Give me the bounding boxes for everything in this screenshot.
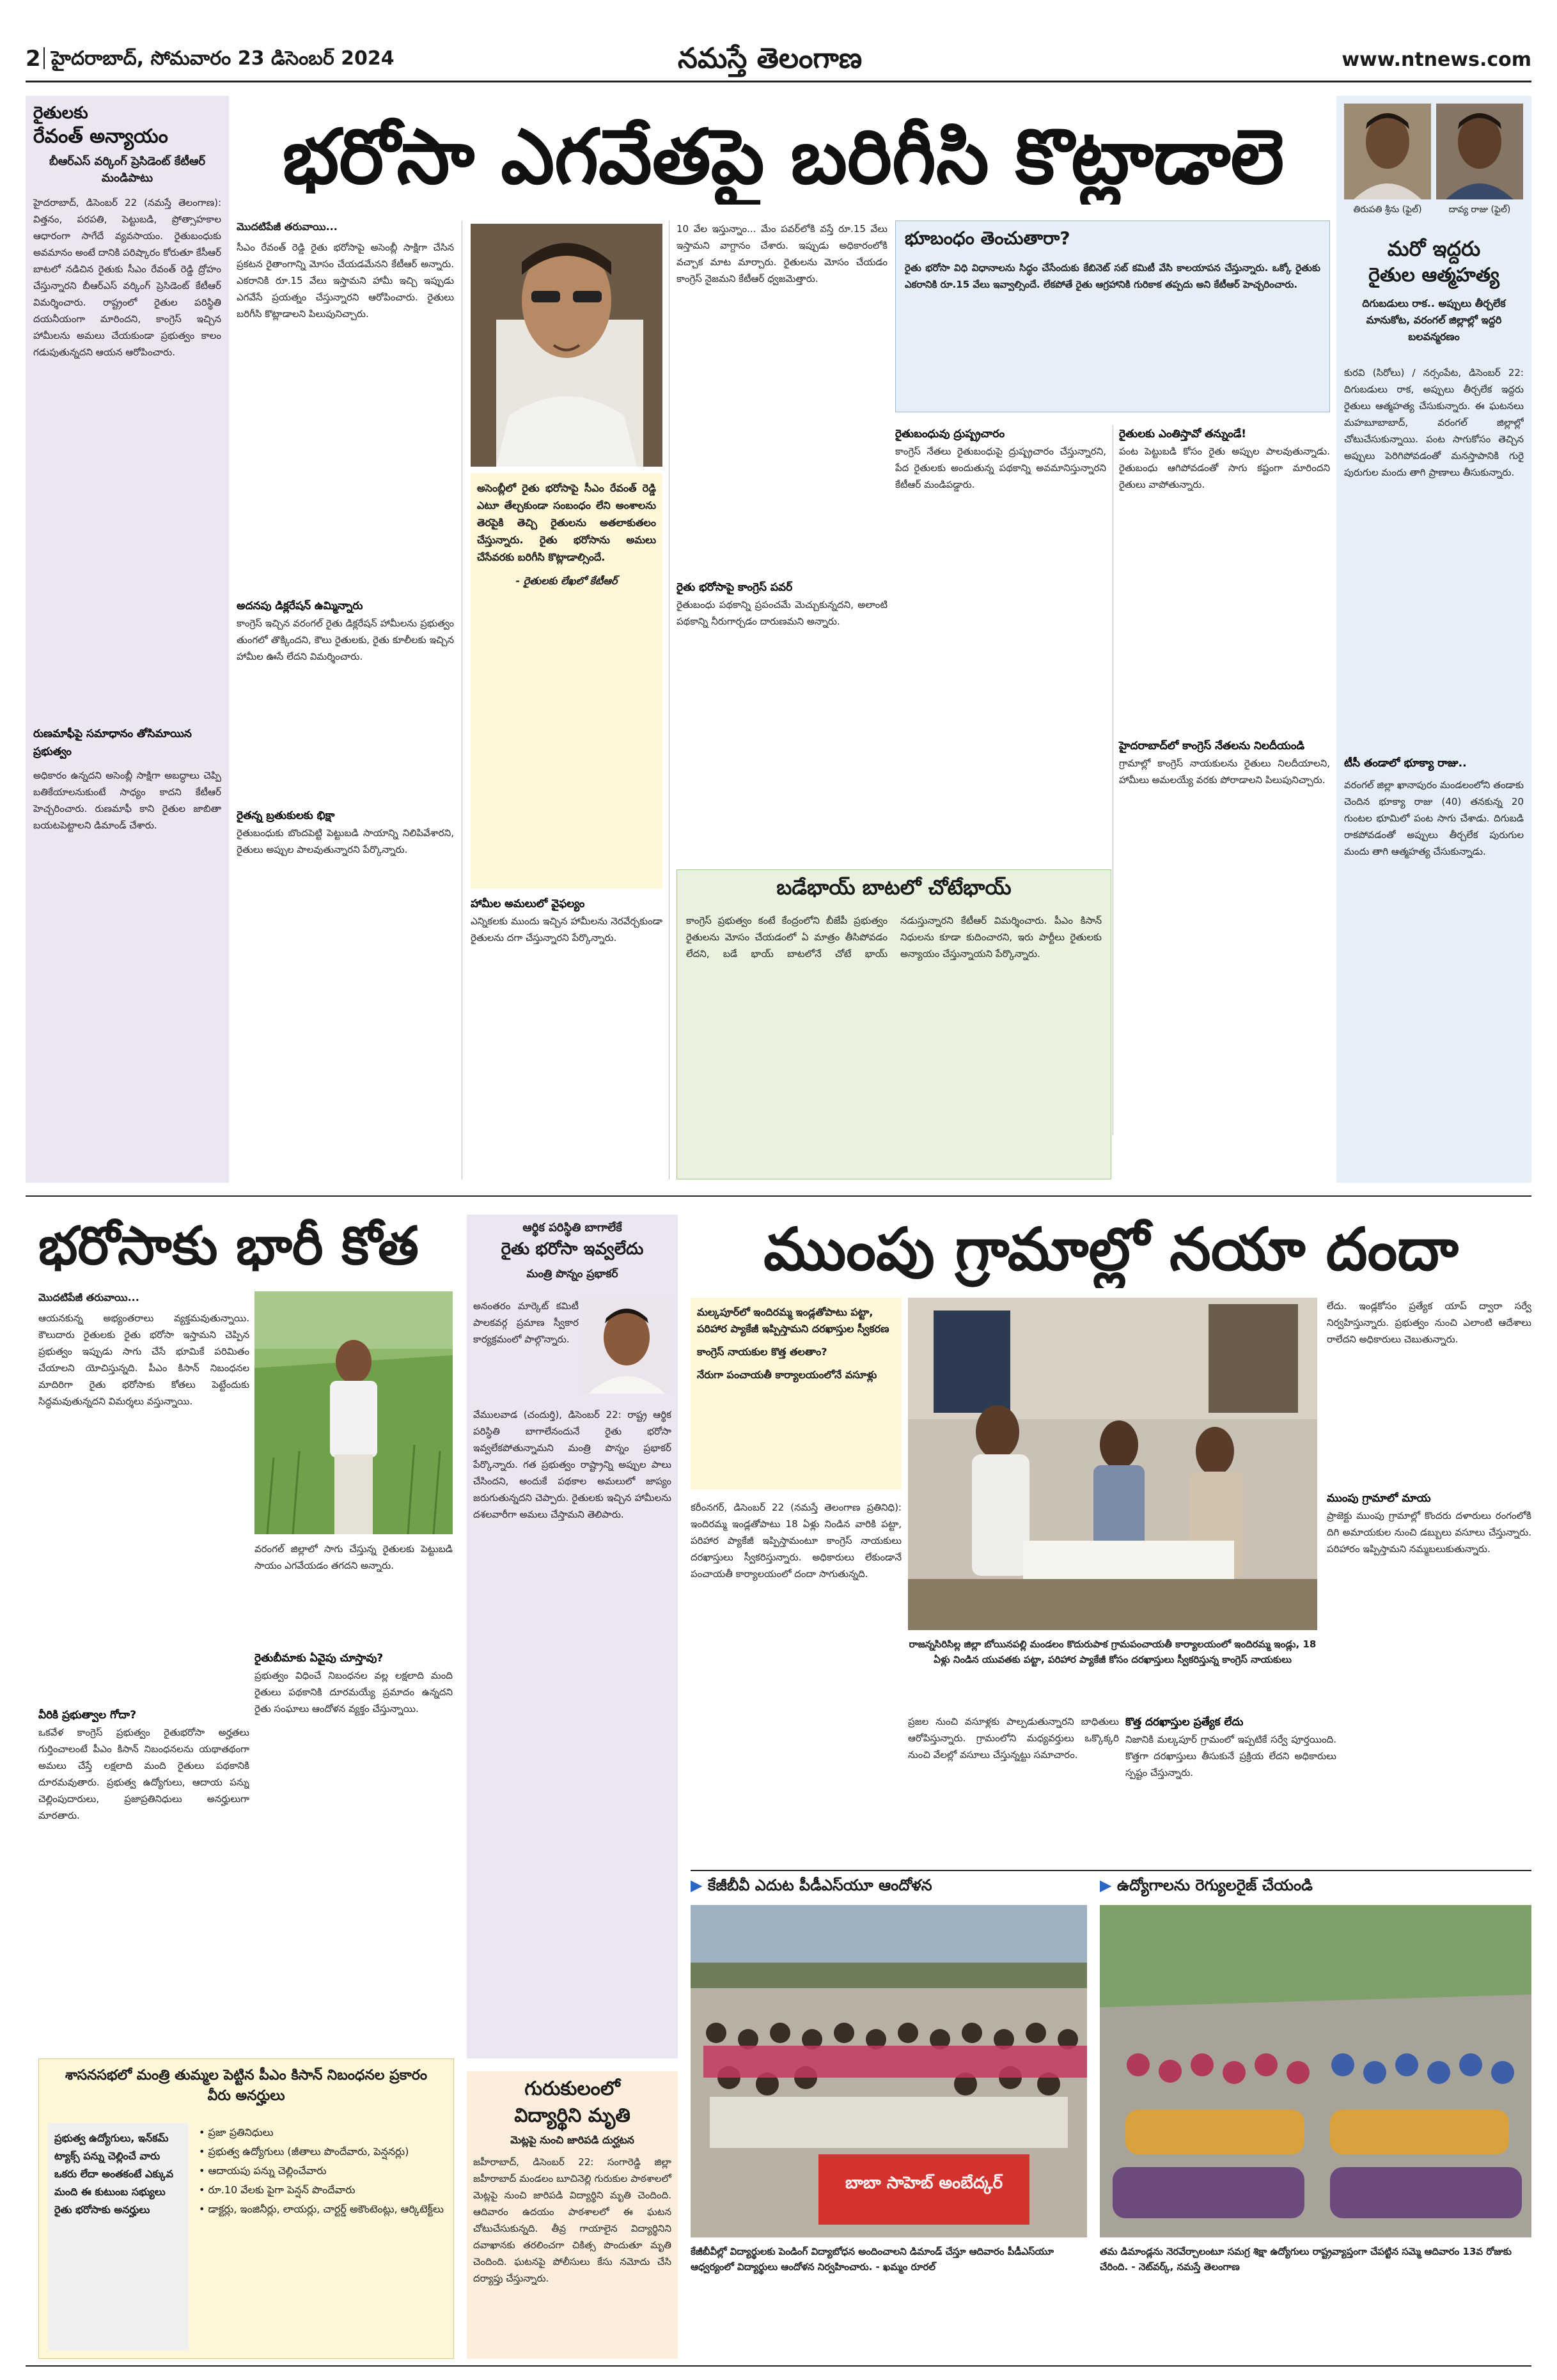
udyogalu-photo (1100, 1905, 1531, 2237)
mumpu-text-right-2: ప్రాజెక్టు ముంపు గ్రామాల్లో కొందరు దళారులు రంగంలోకి దిగి అమాయకుల నుంచి డబ్బులు వసూలు చేస్తున్నారు. పరిహారం ఇప్పిస్తామని నమ్మబలుకుతున్నారు. (1327, 1510, 1531, 1555)
band-rule (26, 1195, 1531, 1197)
bhubandham-sub-2: రైతుబంధువు ద్రుష్ప్రచారం (895, 428, 1005, 440)
kotha-col-2 (254, 1541, 453, 2046)
lead-col1-text: సీఎం రేవంత్ రెడ్డి రైతు భరోసాపై అసెంబ్లీ సాక్షిగా చేసిన ప్రకటన రైతాంగాన్ని మోసం చేయడమేనని కేటీఆర్ అన్నారు. ఎకరానికి రూ.15 వేలు ఇస్తామని హామీ ఇచ్చి ఇప్పుడు ఎగవేసే ప్రయత్నం చేస్తున్నారని ఆరోపించారు. రైతులు బరిగీసి కొట్లాడాలని పిలుపునిచ్చారు. (237, 242, 454, 320)
badebhai-title: బడేభాయ్ బాటలో చోటేభాయ్ (776, 875, 1012, 899)
lead-col3-text-b: రైతుబంధు పథకాన్ని ప్రపంచమే మెచ్చుకున్నదని, అలాంటి పథకాన్ని నీరుగార్చడం దారుణమని అన్నారు. (677, 599, 888, 627)
suicide-title-a: మరో ఇద్దరు (1387, 237, 1481, 261)
lead-subhead-1b: రైతన్న బ్రతుకులకు భిక్షా (237, 809, 335, 822)
gurukul-title-b: విద్యార్థిని మృతి (514, 2104, 630, 2127)
sidebar-text: హైదరాబాద్, డిసెంబర్ 22 (నమస్తే తెలంగాణ): విత్తనం, పరపతి, పెట్టుబడి, ప్రోత్సాహకాల ఆధారంగా సాగేదే వ్యవసాయం. రైతుబంధుకు అవమానం అంటే దానికి పరిష్కారం కోరుతూ కేసీఆర్ బాటలో నడిచిన రైతుకు సీఎం రేవంత్ రెడ్డి ద్రోహం చేస్తున్నారని బీఆర్ఎస్ వర్కింగ్ ప్రెసిడెంట్ కేటీఆర్ విమర్శించారు. రాష్ట్రంలో రైతుల పరిస్థితి దయనీయంగా మారిందని, కాంగ్రెస్ ఇచ్చిన హామీలను అమలు చేయకుండా ప్రభుత్వం కాలం గడుపుతున్నదని ఆయన ఆరోపించారు. (33, 197, 221, 358)
page-header (26, 42, 1531, 75)
lead-subhead-3: రైతు భరోసాపై కాంగ్రెస్ పవర్ (677, 581, 793, 594)
farmer-photo-2 (1436, 104, 1523, 199)
mumpu-deck-1: మల్కపూర్‌లో ఇందిరమ్మ ఇండ్లతోపాటు పట్టా, పరిహార ప్యాకేజీ ఇప్పిస్తామని దరఖాస్తుల స్వీకరణ (697, 1306, 889, 1335)
badebhai-box (677, 869, 1111, 1179)
kotha-text: ఆయనకున్న అభ్యంతరాలు వ్యక్తమవుతున్నాయి. కౌలుదారు రైతులకు రైతు భరోసా ఇస్తామని చెప్పిన ప్రభుత్వం ఇప్పుడు సాగు చేసే భూమికే పరిమితం చేయాలని యోచిస్తున్నది. పీఎం కిసాన్ నిబంధనల మాదిరిగా రైతు భరోసాకు కోతలు పెట్టేందుకు సిద్ధమవుతున్నదని విమర్శలు వస్తున్నాయి. (38, 1312, 249, 1407)
farmer-field-photo (254, 1291, 453, 1534)
thummala-box (38, 2058, 454, 2359)
masthead: నమస్తే తెలంగాణ (678, 42, 863, 75)
mumpu-text-mid-2: నిజానికి మల్కపూర్ గ్రామంలో ఇప్పటికే సర్వే పూర్తయింది. కొత్తగా దరఖాస్తులు తీసుకునే ప్రక్రియ లేదని అధికారులు స్పష్టం చేస్తున్నారు. (1125, 1734, 1336, 1778)
mumpu-text-left: కరీంనగర్, డిసెంబర్ 22 (నమస్తే తెలంగాణ ప్రతినిధి): ఇందిరమ్మ ఇండ్లతోపాటు 18 ఏళ్లు నిండిన వారికి పట్టా, పరిహార ప్యాకేజీ ఇప్పిస్తామంటూ కాంగ్రెస్ నాయకులు దరఖాస్తులు స్వీకరిస్తున్నారు. అధికారులు లేకుండానే పంచాయతీ కార్యాలయంలో దందా సాగుతున్నది. (691, 1502, 902, 1580)
kotha-text-b: ప్రభుత్వం విధించే నిబంధనల వల్ల లక్షలాది మంది రైతులు పథకానికి దూరమయ్యే ప్రమాదం ఉన్నదని రైతు సంఘాలు ఆందోళన వ్యక్తం చేస్తున్నాయి. (254, 1670, 453, 1715)
badebhai-text: కాంగ్రెస్ ప్రభుత్వం కంటే కేంద్రంలోని బీజేపీ ప్రభుత్వం రైతులను మోసం చేయడంలో ఏ మాత్రం తీసిపోవడం లేదని, బడే భాయ్ బాటలోనే చోటే భాయ్ నడుస్తున్నారని కేటీఆర్ విమర్శించారు. పీఎం కిసాన్ నిధులను కూడా కుదించారని, ఇరు పార్టీలు రైతులకు అన్యాయం చేస్తున్నాయని పేర్కొన్నారు. (686, 915, 1102, 960)
dateline: హైదరాబాద్, సోమవారం 23 డిసెంబర్ 2024 (51, 47, 395, 70)
header-divider (43, 47, 45, 69)
lead-quote-box (471, 473, 662, 889)
gurukul-title-a: గురుకులంలో (524, 2078, 620, 2100)
sidebar-title-b: రేవంత్ అన్యాయం (33, 125, 168, 148)
farmer-name-2: దావ్య రాజు (ఫైల్) (1448, 205, 1511, 215)
ponnam-photo (582, 1298, 671, 1394)
mumpu-deck-3: నేరుగా పంచాయతీ కార్యాలయంలోనే వసూళ్లు (697, 1369, 877, 1381)
mumpu-deck-2: కాంగ్రెస్ నాయకుల కొత్త తలతాం? (697, 1346, 827, 1358)
suicide-title-b: రైతుల ఆత్మహత్య (1368, 264, 1499, 286)
bhubandham-box (895, 221, 1330, 412)
website: www.ntnews.com (1342, 49, 1531, 71)
udyogalu-caption: తమ డిమాండ్లను నెరవేర్చాలంటూ సమగ్ర శిక్షా ఉద్యోగులు రాష్ట్రవ్యాప్తంగా చేపట్టిన సమ్మె ఆదివారం 13వ రోజుకు చేరింది. - నెట్‌వర్క్, నమస్తే తెలంగాణ (1100, 2246, 1512, 2273)
band-rule (691, 1870, 1531, 1871)
farmer-name-1: తిరుపతి శ్రీను (ఫైల్) (1353, 205, 1422, 215)
kgbv-title: కేజీబీవీ ఎదుట పీడీఎస్‌యూ ఆందోళన (707, 1876, 932, 1894)
lead-col1-text-c: రైతుబంధుకు బొందపెట్టి పెట్టుబడి సాయాన్ని నిలిపివేశారని, రైతులు అప్పుల పాలవుతున్నారని పేర్కొన్నారు. (237, 827, 454, 855)
suicide-text: కురవి (సిరోలు) / నర్సంపేట, డిసెంబర్ 22: దిగుబడులు రాక, అప్పులు తీర్చలేక ఇద్దరు రైతులు ఆత్మహత్య చేసుకున్నారు. ఈ ఘటనలు మహబూబాబాద్, వరంగల్ జిల్లాల్లో చోటుచేసుకున్నాయి. పంట సాగుకోసం తెచ్చిన అప్పులు పెరిగిపోవడంతో మనస్తాపానికి గురై పురుగుల మందు తాగి ప్రాణాలు తీసుకున్నారు. (1344, 367, 1524, 478)
kotha-text-2: వరంగల్ జిల్లాలో సాగు చేస్తున్న రైతులకు పెట్టుబడి సాయం ఎగవేయడం తగదని అన్నారు. (254, 1543, 453, 1571)
kgbv-caption: కేజీబీవీల్లో విద్యార్థులకు పెండింగ్ విద్యాబోధన అందించాలని డిమాండ్ చేస్తూ ఆదివారం పీడీఎస్‌యూ ఆధ్వర్యంలో విద్యార్థులు ఆందోళన నిర్వహించారు. - ఖమ్మం రూరల్ (691, 2246, 1054, 2273)
mumpu-col-right (1327, 1298, 1531, 1732)
thummala-left: ప్రభుత్వ ఉద్యోగులు, ఇన్‌కమ్ ట్యాక్స్ పన్ను చెల్లించే వారు ఒకరు లేదా అంతకంటే ఎక్కువ మంది ఈ కుటుంబ సభ్యులు రైతు భరోసాకు అనర్హులు (48, 2123, 189, 2351)
ponnam-box (467, 1215, 678, 2058)
mumpu-text-mid: ప్రజల నుంచి వసూళ్లకు పాల్పడుతున్నారని బాధితులు ఆరోపిస్తున్నారు. గ్రామంలోని మధ్యవర్తులు ఒక్కొక్కరి నుంచి వేలల్లో వసూలు చేస్తున్నట్టు సమాచారం. (908, 1716, 1119, 1761)
page-number: 2 (26, 46, 41, 72)
bhubandham-text-2: పంట పెట్టుబడి కోసం రైతు అప్పుల పాలవుతున్నాడు. రైతుబంధు ఆగిపోవడంతో సాగు కష్టంగా మారిందని రైతులు వాపోతున్నారు. (1119, 446, 1330, 490)
lead-col-1 (237, 221, 454, 1179)
bullet-icon: ▶ (1100, 1876, 1117, 1894)
lead-col-3 (677, 221, 888, 860)
suicide-panel (1336, 96, 1531, 1183)
lead-subhead-2: హామీల అమలులో వైఫల్యం (471, 898, 585, 910)
lead-quote: అసెంబ్లీలో రైతు భరోసాపై సీఎం రేవంత్ రెడ్డి ఎటూ తేల్చకుండా సంబంధం లేని అంశాలను తెరపైకి తెచ్చి రైతులను అతలాకుతలం చేస్తున్నారు. రైతు భరోసాను అమలు చేసేవరకు బరిగీసి కొట్లాడాల్సిందే. (477, 482, 656, 563)
ponnam-title: రైతు భరోసా ఇవ్వలేదు (501, 1240, 644, 1259)
mumpu-photo (908, 1298, 1317, 1630)
sidebar-text-2: అధికారం ఉన్నదని అసెంబ్లీ సాక్షిగా అబద్ధాలు చెప్పి బతికేయాలనుకుంటే సాధ్యం కాదని కేటీఆర్ హెచ్చరించారు. రుణమాఫీ కాని రైతుల జాబితా బయటపెట్టాలని డిమాండ్ చేశారు. (33, 770, 221, 831)
udyogalu-title: ఉద్యోగాలను రెగ్యులరైజ్ చేయండి (1116, 1876, 1313, 1894)
mumpu-text-right: లేదు. ఇండ్లకోసం ప్రత్యేక యాప్ ద్వారా సర్వే నిర్వహిస్తున్నారు. ప్రభుత్వం నుంచి ఎలాంటి ఆదేశాలు రాలేదని అధికారులు చెబుతున్నారు. (1327, 1300, 1531, 1345)
kgbv-photo (691, 1905, 1087, 2237)
bhubandham-sub-3: హైదరాబాద్‌లో కాంగ్రెస్ నేతలను నిలదీయండి (1119, 740, 1305, 752)
lead-kicker: మొదటిపేజీ తరువాయి... (237, 221, 338, 233)
gurukul-text: జహీరాబాద్, డిసెంబర్ 22: సంగారెడ్డి జిల్లా జహీరాబాద్ మండలం బూచినెల్లి గురుకుల పాఠశాలలో మెట్లపై నుంచి జారిపడి విద్యార్థిని మృతి చెందింది. ఆదివారం ఉదయం పాఠశాలలో ఈ ఘటన చోటుచేసుకున్నది. తీవ్ర గాయాలైన విద్యార్థినిని దవాఖానకు తరలించగా చికిత్స పొందుతూ మృతి చెందింది. ఘటనపై పోలీసులు కేసు నమోదు చేసి దర్యాప్తు చేస్తున్నారు. (473, 2156, 671, 2284)
mumpu-col-mid (1125, 1713, 1336, 1860)
mumpu-photo-caption: రాజన్నసిరిసిల్ల జిల్లా బోయినపల్లి మండలం కొదురుపాక గ్రామపంచాయతీ కార్యాలయంలో ఇందిరమ్మ ఇండ్లు, 18 ఏళ్లు నిండిన యువతకు పట్టా, పరిహార ప్యాకేజీ కోసం దరఖాస్తులు స్వీకరిస్తున్న కాంగ్రెస్ నాయకులు (909, 1638, 1317, 1665)
lead-col3-text: 10 వేల ఇస్తున్నాం... మేం పవర్‌లోకి వస్తే రూ.15 వేలు ఇస్తామని వాగ్దానం చేశారు. ఇప్పుడు అధికారంలోకి వచ్చాక మాట మార్చారు. రైతులను మోసం చేయడం కాంగ్రెస్ నైజమని కేటీఆర్ ధ్వజమెత్తారు. (677, 223, 888, 284)
lead-col1-text-b: కాంగ్రెస్ ఇచ్చిన వరంగల్ రైతు డిక్లరేషన్ హామీలను ప్రభుత్వం తుంగలో తొక్కిందని, కౌలు రైతులకు, రైతు కూలీలకు ఇచ్చిన హామీల ఊసే లేదని విమర్శించారు. (237, 618, 454, 662)
suicide-subhead: టీసీ తండాలో భూక్యా రాజు.. (1344, 757, 1467, 770)
header-rule (26, 81, 1531, 82)
bhubandham-text-4: గ్రామాల్లో కాంగ్రెస్ నాయకులను రైతులు నిలదీయాలని, హామీలు అమలయ్యే వరకు పోరాడాలని పిలుపునిచ్చారు. (1119, 758, 1330, 786)
ponnam-kicker: ఆర్థిక పరిస్థితి బాగాలేకే (522, 1221, 622, 1234)
lead-quote-by: - రైతులకు లేఖలో కేటీఆర్ (515, 575, 618, 587)
lead-headline: భరోసా ఎగవేతపై బరిగీసి కొట్లాడాలె (282, 113, 1285, 201)
thummala-list: • ప్రజా ప్రతినిధులు • ప్రభుత్వ ఉద్యోగులు (జీతాలు పొందేవారు, పెన్షనర్లు) • ఆదాయపు పన్ను చెల్లించేవారు • రూ.10 వేలకు పైగా పెన్షన్ పొందేవారు • డాక్టర్లు, ఇంజినీర్లు, లాయర్లు, చార్టర్డ్ అకౌంటెంట్లు, ఆర్కిటెక్ట్‌లు (199, 2126, 444, 2215)
bhubandham-title: భూబంధం తెంచుతారా? (905, 228, 1070, 249)
lead-subhead-1: అదనపు డిక్లరేషన్ ఉమ్మిన్నారు (237, 600, 363, 612)
bhubandham-col-2 (1119, 425, 1330, 1135)
thummala-title: శాసనసభలో మంత్రి తుమ్మల పెట్టిన పీఎం కిసాన్ నిబంధనల ప్రకారం వీరు అనర్హులు (65, 2067, 428, 2104)
kotha-headline: భరోసాకు భారీ కోత (38, 1216, 419, 1277)
udyogalu-title-row (1100, 1876, 1531, 1902)
mumpu-headline: ముంపు గ్రామాల్లో నయా దందా (763, 1215, 1459, 1284)
ponnam-text: వేములవాడ (చందుర్తి), డిసెంబర్ 22: రాష్ట్ర ఆర్థిక పరిస్థితి బాగాలేనందునే రైతు భరోసా ఇవ్వలేకపోతున్నామని మంత్రి పొన్నం ప్రభాకర్ పేర్కొన్నారు. గత ప్రభుత్వం రాష్ట్రాన్ని అప్పుల పాలు చేసిందని, అందుకే పథకాల అమలులో జాప్యం జరుగుతున్నదని చెప్పారు. రైతులకు ఇచ్చిన హామీలను దశలవారీగా అమలు చేస్తామని తెలిపారు. (473, 1409, 671, 1520)
kotha-kicker: మొదటిపేజీ తరువాయి... (38, 1291, 139, 1303)
kotha-subhead-2: వీరికి ప్రభుత్వాల గోదా? (38, 1709, 137, 1722)
bhubandham-text-3: కాంగ్రెస్ నేతలు రైతుబంధుపై ద్రుష్ప్రచారం చేస్తున్నారని, పేద రైతులకు అందుతున్న పథకాన్ని అవమానిస్తున్నారని కేటీఆర్ మండిపడ్డారు. (895, 446, 1106, 490)
bhubandham-sub-1: రైతులకు ఎంతిస్తావో తన్నుండే! (1119, 428, 1247, 440)
farmer-photo-1 (1344, 104, 1431, 199)
ponnam-text-lead: అనంతరం మార్కెట్ కమిటీ పాలకవర్గ ప్రమాణ స్వీకార కార్యక్రమంలో పాల్గొన్నారు. (473, 1300, 579, 1345)
sidebar-revanth (26, 96, 229, 1183)
gurukul-deck: మెట్లపై నుంచి జారిపడి దుర్ఘటన (510, 2134, 634, 2146)
gurukul-box (467, 2071, 678, 2359)
bhubandham-text: రైతు భరోసా విధి విధానాలను సిద్ధం చేసేందుకు కేబినెట్ సబ్ కమిటీ వేసి కాలయాపన చేస్తున్నారు. ఒక్కో రైతుకు ఎకరానికి రూ.15 వేలు ఇవ్వాల్సిందే. లేకపోతే రైతు ఆగ్రహానికి గురికాక తప్పదు అని కేటీఆర్ హెచ్చరించారు. (905, 262, 1320, 290)
mumpu-subhead-right: ముంపు గ్రామాలో మాయ (1327, 1492, 1431, 1505)
suicide-text-2: వరంగల్ జిల్లా ఖానాపురం మండలంలోని తండాకు చెందిన భూక్యా రాజు (40) తనకున్న 20 గుంటల భూమిలో పంట సాగు చేశాడు. దిగుబడి రాకపోవడంతో అప్పులు తీర్చలేక పురుగుల మందు తాగి ఆత్మహత్య చేసుకున్నాడు. (1344, 779, 1524, 857)
ktr-photo (471, 224, 662, 467)
footer-rule (26, 2365, 1531, 2367)
sidebar-subhead: రుణమాఫీపై సమాధానం తోసిమాయిన ప్రభుత్వం (33, 727, 192, 758)
bullet-icon: ▶ (691, 1876, 708, 1894)
mumpu-subhead-mid: కొత్త దరఖాస్తుల ప్రత్యేక లేదు (1125, 1716, 1244, 1729)
kotha-subhead-1: రైతుబీమాకు ఏవైపు చూస్తావు? (254, 1652, 384, 1665)
lead-col2-text: ఎన్నికలకు ముందు ఇచ్చిన హామీలను నెరవేర్చకుండా రైతులను దగా చేస్తున్నారని పేర్కొన్నారు. (471, 915, 662, 944)
kotha-text-3: ఒకవేళ కాంగ్రెస్ ప్రభుత్వం రైతుభరోసా అర్హతలు గుర్తించాలంటే పీఎం కిసాన్ నిబంధనలను యథాతథంగా అమలు చేస్తే లక్షలాది మంది రైతులు పథకానికి దూరమవుతారు. ప్రభుత్వ ఉద్యోగులు, ఆదాయ పన్ను చెల్లింపుదారులు, ప్రజాప్రతినిధులు అనర్హులుగా మారతారు. (38, 1727, 249, 1821)
mumpu-deck-box (691, 1298, 902, 1489)
suicide-deck: దిగుబడులు రాక.. అప్పులు తీర్చలేక మానుకోట, వరంగల్ జిల్లాల్లో ఇద్దరి బలవన్మరణం (1362, 297, 1506, 343)
kgbv-title-row (691, 1876, 1087, 1902)
lead-col-2 (471, 895, 662, 1179)
ponnam-byline: మంత్రి పొన్నం ప్రభాకర్ (526, 1268, 618, 1280)
kotha-col-1 (38, 1291, 249, 2046)
sidebar-title-a: రైతులకు (33, 104, 88, 123)
sidebar-byline: బీఆర్ఎస్ వర్కింగ్ ప్రెసిడెంట్ కేటీఆర్ మండిపాటు (49, 155, 206, 185)
kgbv-banner: బాబా సాహెబ్ అంబేద్కర్ (845, 2174, 1003, 2193)
